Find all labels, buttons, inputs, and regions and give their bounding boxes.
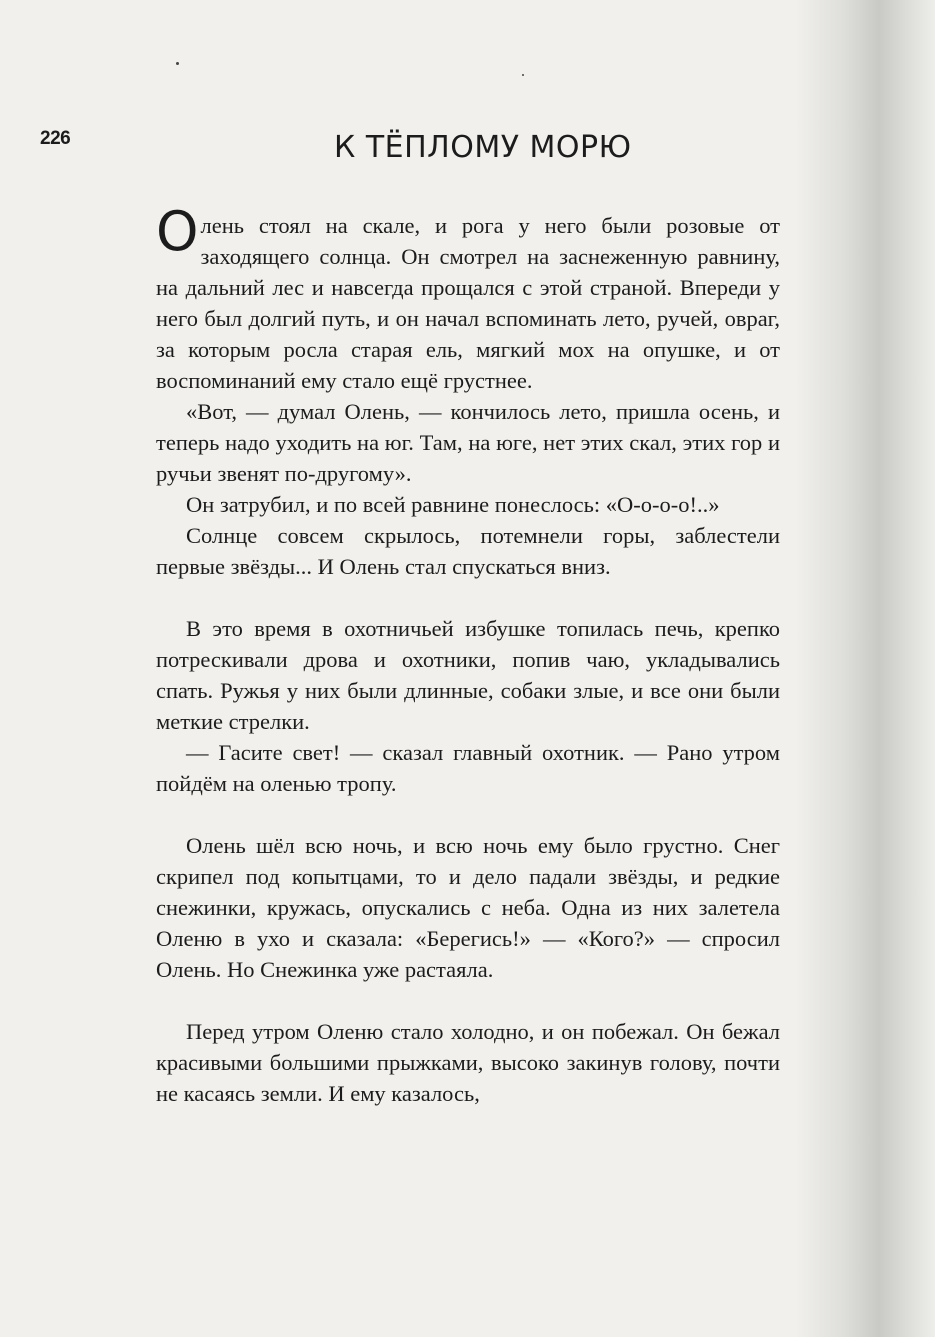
- paragraph-text: Он затрубил, и по всей равнине понеслось: «О-о-о-о!..»: [186, 492, 720, 517]
- print-speck: [522, 74, 524, 76]
- paragraph: [156, 489, 780, 520]
- paragraph: [156, 830, 780, 985]
- paragraph-text: В это время в охотничьей избушке топилась печь, крепко потрескивали дрова и охотники, попив чаю, укладывались спать. Ружья у них были длинные, собаки злые, и все они были меткие стрелки.: [156, 616, 780, 734]
- page-number: 226: [40, 128, 71, 149]
- paragraph: [156, 1016, 780, 1109]
- paragraph: [156, 737, 780, 799]
- paragraph: [156, 520, 780, 582]
- paragraph: [156, 396, 780, 489]
- print-speck: [176, 62, 179, 65]
- body-text: [156, 200, 780, 1109]
- paragraph-text: Перед утром Оленю стало холодно, и он побежал. Он бежал красивыми большими прыжками, высоко закинув голову, почти не касаясь земли. И ему казалось,: [156, 1019, 780, 1106]
- paragraph: [156, 200, 780, 396]
- drop-cap: О: [156, 200, 199, 263]
- paragraph-text: — Гасите свет! — сказал главный охотник. — Рано утром пойдём на оленью тропу.: [156, 740, 780, 796]
- paragraph: [156, 613, 780, 737]
- paragraph-text: Солнце совсем скрылось, потемнели горы, заблестели первые звёзды... И Олень стал спускаться вниз.: [156, 523, 780, 579]
- paragraph-text: Олень шёл всю ночь, и всю ночь ему было грустно. Снег скрипел под копытцами, то и дело падали звёзды, и редкие снежинки, кружась, опускались с неба. Одна из них залетела Оленю в ухо и сказала: «Берегись!» — «Кого?» — спросил Олень. Но Снежинка уже растаяла.: [156, 833, 780, 982]
- page-gutter-shadow: [795, 0, 935, 1337]
- paragraph-text: лень стоял на скале, и рога у него были розовые от заходящего солнца. Он смотрел на заснеженную равнину, на дальний лес и навсегда прощался с этой страной. Впереди у него был долгий путь, и он начал вспоминать лето, ручей, овраг, за которым росла старая ель, мягкий мох на опушке, и от воспоминаний ему стало ещё грустнее.: [156, 213, 780, 393]
- chapter-title: К ТЁПЛОМУ МОРЮ: [334, 130, 632, 165]
- paragraph-text: «Вот, — думал Олень, — кончилось лето, пришла осень, и теперь надо уходить на юг. Там, на юге, нет этих скал, этих гор и ручьи звенят по-другому».: [156, 399, 780, 486]
